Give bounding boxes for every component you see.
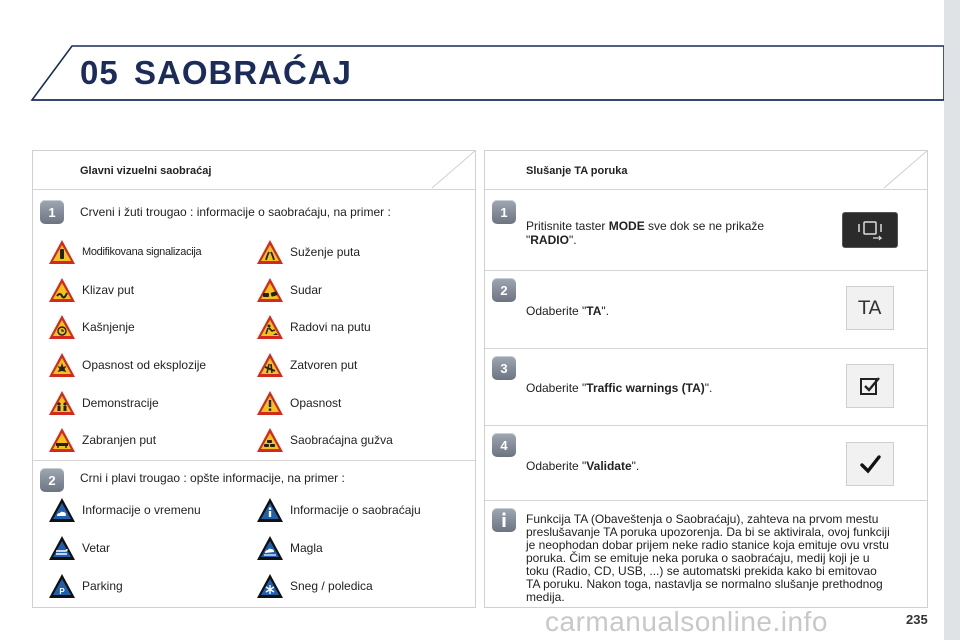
step-badge-1: 1: [492, 200, 516, 224]
sign-fog: [256, 533, 323, 563]
wind-icon: [48, 534, 76, 562]
sign-label: Saobraćajna gužva: [290, 433, 393, 447]
traffic-jam-icon: [256, 426, 284, 454]
sign-slippery-road: [48, 275, 134, 305]
step-badge-2: 2: [40, 468, 64, 492]
sign-label: Zabranjen put: [82, 433, 157, 447]
road-narrows-icon: [256, 238, 284, 266]
collision-icon: [256, 276, 284, 304]
sign-label: Parking: [82, 579, 123, 593]
danger-icon: [256, 389, 284, 417]
info-line: Funkcija TA (Obaveštenja o Saobraćaju), zahteva na prvom mestu: [526, 512, 879, 526]
sign-snow: [256, 571, 373, 601]
weather-icon: [48, 496, 76, 524]
info-line: preslušavanje TA poruka upozorenja. Da bi se aktivirala, ovoj funkciji: [526, 525, 890, 539]
sign-traffic-jam: [256, 425, 393, 455]
snow-icon: [256, 572, 284, 600]
divider: [485, 500, 927, 501]
validate-button[interactable]: [846, 442, 894, 486]
sign-label: Sudar: [290, 283, 323, 297]
svg-text:P: P: [59, 587, 65, 596]
slippery-road-icon: [48, 276, 76, 304]
road-closed-icon: [48, 426, 76, 454]
ta-button[interactable]: [846, 286, 894, 330]
sign-label: Radovi na putu: [290, 320, 371, 334]
sign-danger: [256, 388, 341, 418]
step2-instruction: Odaberite "TA".: [526, 304, 609, 318]
info-icon: [256, 496, 284, 524]
step-badge-4: 4: [492, 433, 516, 457]
divider: [33, 189, 475, 190]
step-badge-1: 1: [40, 200, 64, 224]
divider: [485, 270, 927, 271]
mode-button[interactable]: [842, 212, 898, 248]
info-icon: [499, 512, 509, 528]
sign-label: Vetar: [82, 541, 111, 555]
sign-label: Suženje puta: [290, 245, 361, 259]
sign-label: Opasnost: [290, 396, 342, 410]
sign-wind: [48, 533, 110, 563]
sign-demonstration: [48, 388, 159, 418]
sign-road-closed: [48, 425, 156, 455]
step4-instruction: Odaberite "Validate".: [526, 459, 640, 473]
ta-button-label: TA: [858, 297, 882, 319]
traffic-light-icon: [48, 238, 76, 266]
step-badge-3: 3: [492, 356, 516, 380]
info-line: toku (Radio, CD, USB, ...) se automatski prekida kako bi emitovao: [526, 564, 877, 578]
sign-label: Sneg / poledica: [290, 579, 373, 593]
info-line: poruka. Čim se emituje neka poruka o saobraćaju, medij koji je u: [526, 551, 870, 565]
sign-label: Informacije o vremenu: [82, 503, 201, 517]
side-strip: [944, 0, 960, 640]
sign-traffic-info: [256, 495, 421, 525]
sign-weather: [48, 495, 201, 525]
sign-label: Klizav put: [82, 283, 135, 297]
info-badge: [492, 508, 516, 532]
roadworks-icon: [256, 313, 284, 341]
divider: [485, 348, 927, 349]
divider: [485, 425, 927, 426]
divider: [485, 189, 927, 190]
sign-label: Demonstracije: [82, 396, 159, 410]
right-panel-heading: Slušanje TA poruka: [526, 165, 628, 177]
fog-icon: [256, 534, 284, 562]
watermark: carmanualsonline.info: [545, 606, 828, 637]
clock-icon: [48, 313, 76, 341]
checkbox-checked-icon: [859, 375, 881, 397]
closed-road-icon: [256, 351, 284, 379]
sign-explosion: [48, 350, 206, 380]
sign-label: Magla: [290, 541, 323, 555]
traffic-warnings-checkbox[interactable]: [846, 364, 894, 408]
sign-label: Zatvoren put: [290, 358, 358, 372]
info-paragraph: [526, 513, 921, 604]
chapter-title: SAOBRAĆAJ: [134, 54, 353, 91]
sign-label: Informacije o saobraćaju: [290, 503, 421, 517]
section1-intro: Crveni i žuti trougao : informacije o saobraćaju, na primer :: [80, 205, 391, 219]
chapter-number: 05: [80, 54, 119, 91]
checkmark-icon: [859, 453, 881, 475]
sign-label: Modifikovana signalizacija: [82, 246, 202, 258]
mode-button-icon: [855, 219, 885, 241]
info-line: medija.: [526, 590, 565, 604]
sign-label: Kašnjenje: [82, 320, 135, 334]
left-panel-heading: Glavni vizuelni saobraćaj: [80, 165, 212, 177]
explosion-icon: [48, 351, 76, 379]
sign-delay: [48, 312, 135, 342]
sign-road-narrows: [256, 237, 360, 267]
divider: [33, 460, 475, 461]
step-badge-2: 2: [492, 278, 516, 302]
parking-icon: [48, 572, 76, 600]
step1-instruction: Pritisnite taster MODE sve dok se ne prikaže "RADIO".: [526, 219, 765, 247]
sign-collision: [256, 275, 322, 305]
demonstration-icon: [48, 389, 76, 417]
sign-modified-signals: [48, 237, 201, 267]
sign-label: Opasnost od eksplozije: [82, 358, 207, 372]
page-number: 235: [906, 612, 928, 627]
sign-parking: [48, 571, 123, 601]
info-line: TA poruku. Nakon toga, nastavlja se normalno slušanje prethodnog: [526, 577, 883, 591]
section2-intro: Crni i plavi trougao : opšte informacije, na primer :: [80, 471, 345, 485]
step3-instruction: Odaberite "Traffic warnings (TA)".: [526, 381, 713, 395]
sign-roadworks: [256, 312, 371, 342]
sign-closed-road: [256, 350, 357, 380]
info-line: je neophodan dobar prijem neke radio stanice koja emituje ovu vrstu: [526, 538, 889, 552]
